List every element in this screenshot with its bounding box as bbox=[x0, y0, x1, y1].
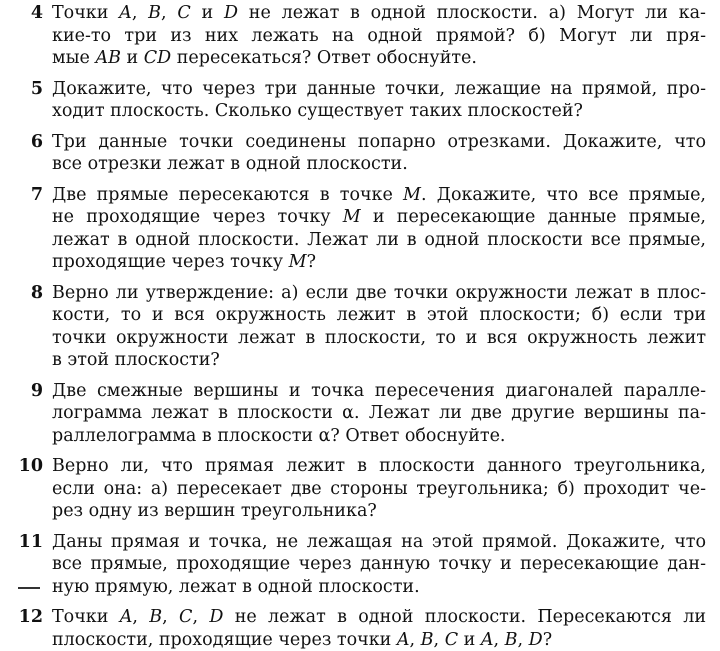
problem-text-line: Верно ли, что прямая лежит в плоскости данного треугольника, bbox=[52, 455, 706, 478]
problem-text-line: рез одну из вершин треугольника? bbox=[52, 500, 706, 523]
problem-text bbox=[52, 2, 706, 70]
problem-5 bbox=[0, 78, 720, 123]
problem-text-line: Точки A, B, C, D не лежат в одной плоскости. Пересекаются ли bbox=[52, 606, 706, 629]
problem-number: 11 bbox=[0, 531, 52, 599]
problem-10 bbox=[0, 455, 720, 523]
problem-text-line: не проходящие через точку M и пересекающие данные прямые, bbox=[52, 206, 706, 229]
problem-8 bbox=[0, 282, 720, 372]
problem-7 bbox=[0, 184, 720, 274]
problem-11 bbox=[0, 531, 720, 599]
problem-text bbox=[52, 531, 706, 599]
problem-text-line: раллелограмма в плоскости α? Ответ обоснуйте. bbox=[52, 425, 706, 448]
problem-text-line: плоскости, проходящие через точки A, B, C и A, B, D? bbox=[52, 629, 706, 651]
problem-text-line: в этой плоскости? bbox=[52, 349, 706, 372]
problem-text-line: Две смежные вершины и точка пересечения диагоналей паралле- bbox=[52, 380, 706, 403]
problem-number: 12 bbox=[0, 606, 52, 651]
problem-9 bbox=[0, 380, 720, 448]
problem-6 bbox=[0, 131, 720, 176]
problem-text-line: кости, то и вся окружность лежит в этой плоскости; б) если три bbox=[52, 304, 706, 327]
problem-text-line: Докажите, что через три данные точки, лежащие на прямой, про- bbox=[52, 78, 706, 101]
problem-text bbox=[52, 78, 706, 123]
problem-text bbox=[52, 455, 706, 523]
problem-text bbox=[52, 380, 706, 448]
problem-text-line: ходит плоскость. Сколько существует таких плоскостей? bbox=[52, 100, 706, 123]
problem-text-line: лограмма лежат в плоскости α. Лежат ли две другие вершины па- bbox=[52, 402, 706, 425]
problem-text-line: Даны прямая и точка, не лежащая на этой прямой. Докажите, что bbox=[52, 531, 706, 554]
problem-number: 9 bbox=[0, 380, 52, 448]
problem-number: 6 bbox=[0, 131, 52, 176]
problem-12 bbox=[0, 606, 720, 651]
problem-text-line: Верно ли утверждение: а) если две точки окружности лежат в плос- bbox=[52, 282, 706, 305]
problem-text-line: точки окружности лежат в плоскости, то и вся окружность лежит bbox=[52, 327, 706, 350]
problem-text-line: мые AB и CD пересекаться? Ответ обоснуйте. bbox=[52, 47, 706, 70]
problem-text-line: Три данные точки соединены попарно отрезками. Докажите, что bbox=[52, 131, 706, 154]
problem-text-line: все прямые, проходящие через данную точку и пересекающие дан- bbox=[52, 553, 706, 576]
problem-text-line: все отрезки лежат в одной плоскости. bbox=[52, 153, 706, 176]
problem-4 bbox=[0, 2, 720, 70]
next-problem-number-fragment bbox=[18, 583, 58, 589]
problem-text-line: лежат в одной плоскости. Лежат ли в одной плоскости все прямые, bbox=[52, 229, 706, 252]
problem-text-line: если она: а) пересекает две стороны треугольника; б) проходит че- bbox=[52, 478, 706, 501]
problem-text-line: кие-то три из них лежать на одной прямой? б) Могут ли пря- bbox=[52, 25, 706, 48]
problem-text-line: проходящие через точку M? bbox=[52, 251, 706, 274]
problem-text bbox=[52, 606, 706, 651]
problem-text-line: Две прямые пересекаются в точке M. Докажите, что все прямые, bbox=[52, 184, 706, 207]
problem-text bbox=[52, 282, 706, 372]
problem-text-line: Точки A, B, C и D не лежат в одной плоскости. а) Могут ли ка- bbox=[52, 2, 706, 25]
problem-number: 5 bbox=[0, 78, 52, 123]
problem-text bbox=[52, 184, 706, 274]
problem-number: 10 bbox=[0, 455, 52, 523]
problem-text-line: ную прямую, лежат в одной плоскости. bbox=[52, 576, 706, 599]
problem-number: 4 bbox=[0, 2, 52, 70]
problem-number: 7 bbox=[0, 184, 52, 274]
problem-list bbox=[0, 2, 720, 651]
problem-number: 8 bbox=[0, 282, 52, 372]
problem-text bbox=[52, 131, 706, 176]
